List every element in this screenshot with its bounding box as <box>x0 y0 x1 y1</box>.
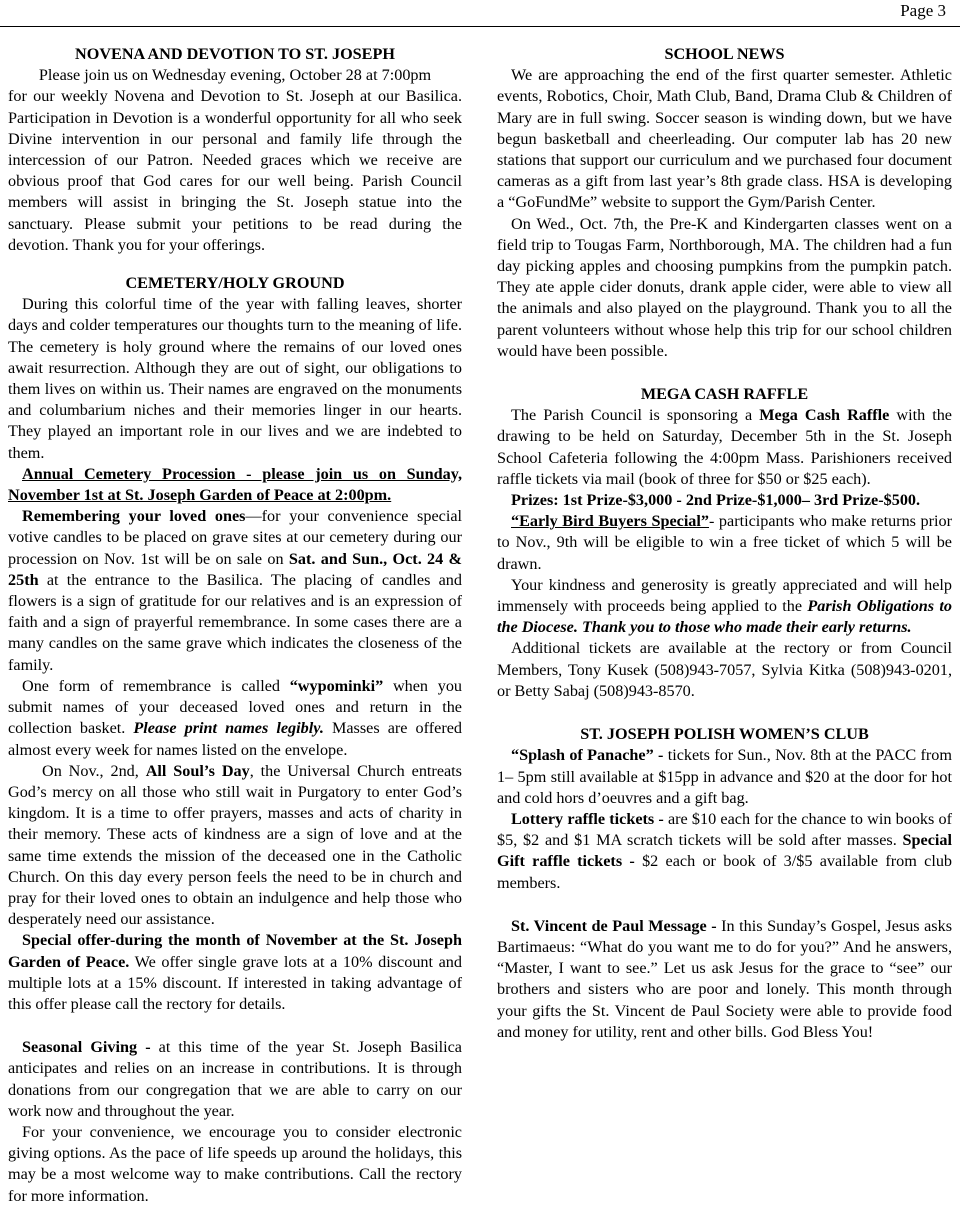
raffle-title: MEGA CASH RAFFLE <box>640 385 809 404</box>
womens-club-section <box>497 724 952 894</box>
st-vincent-paragraph: St. Vincent de Paul Message - In this Sunday’s Gospel, Jesus asks Bartimaeus: “What do you want me to do for you?” And he answers, “Master, I want to see.” Let us ask Jesus for the grace to “see” our brothers and sisters who are poor and lonely. This month through your gifts the St. Vincent de Paul Society were able to provide food and money for utility, rent and other bills. God Bless You! <box>497 916 952 1041</box>
st-vincent-heading: St. Vincent de Paul Message - <box>511 916 717 935</box>
cemetery-section <box>8 273 462 1015</box>
raffle-section <box>497 384 952 702</box>
novena-section <box>8 44 462 256</box>
raffle-intro: The Parish Council is sponsoring a Mega Cash Raffle with the drawing to be held on Saturday, December 5th in the St. Joseph School Cafeteria following the 4:00pm Mass. Parishioners received raffle tickets via mail (book of three for $50 or $25 each). <box>497 406 952 488</box>
seasonal-giving-section <box>8 1037 462 1207</box>
school-news-body: We are approaching the end of the first quarter semester. Athletic events, Robotics, Choir, Math Club, Band, Drama Club & Children of Mary are in full swing. Soccer season is winding down, but we have begun basketball and cheerleading. Our computer lab has 20 new stations that support our curriculum and we purchased four document cameras as a gift from last year’s 8th grade class. HSA is developing a “GoFundMe” website to support the Gym/Parish Center. <box>497 66 952 212</box>
cemetery-intro: During this colorful time of the year with falling leaves, shorter days and colder temperatures our thoughts turn to the meaning of life. The cemetery is holy ground where the remains of our loved ones await resurrection. Although they are out of sight, our obligations to them lives on within us. Their names are engraved on the monuments and columbarium niches and their memories linger in our hearts. They played an important role in our lives and we are indebted to them. <box>8 295 462 462</box>
remembering-paragraph: Remembering your loved ones—for your convenience special votive candles to be placed on grave sites at our cemetery during our procession on Nov. 1st will be on sale on Sat. and Sun., Oct. 24 & 25th at the entrance to the Basilica. The placing of candles and flowers is a sign of gratitude for our relatives and is an expression of faith and a sign of prayerful remembrance. In some cases there are a many candles on the same grave which indicates the closeness of the family. <box>8 507 463 674</box>
page-number: Page 3 <box>900 1 946 20</box>
remembering-heading: Remembering your loved ones <box>22 507 246 526</box>
special-offer-heading: Special offer-during the month of November at the St. Joseph Garden of Peace. <box>8 931 462 971</box>
spacer <box>497 702 952 724</box>
left-column <box>8 44 462 1207</box>
right-column <box>497 44 952 1043</box>
school-news-title: SCHOOL NEWS <box>664 45 785 63</box>
all-souls-day: All Soul’s Day <box>145 761 250 780</box>
cemetery-title: CEMETERY/HOLY GROUND <box>125 274 345 293</box>
seasonal-giving-paragraph: Seasonal Giving - at this time of the year St. Joseph Basilica anticipates and relies on an increase in contributions. It is through donations from our congregation that we are able to carry on our work now and throughout the year. <box>8 1038 462 1120</box>
splash-paragraph: “Splash of Panache” - tickets for Sun., Nov. 8th at the PACC from 1– 5pm still available at $15pp in advance and $20 at the door for hot and cold hors d’oeuvres and a gift bag. <box>497 746 952 807</box>
all-souls-paragraph: On Nov., 2nd, All Soul’s Day, the Universal Church entreats God’s mercy on all those who still wait in Purgatory to enter God’s kingdom. It is a time to offer prayers, masses and acts of charity in their memory. These acts of kindness are a sign of love and at the same time extends the mission of the deceased one in the Catholic Church. On this day every person feels the need to be in church and pray for their loved ones to obtain an indulgence and help those who desperately need our assistance. <box>8 761 462 929</box>
spacer <box>497 362 952 384</box>
novena-intro: Please join us on Wednesday evening, October 28 at 7:00pm <box>38 66 432 85</box>
spacer <box>8 256 462 273</box>
parish-obligations-note: Parish Obligations to the Diocese. Thank you to those who made their early returns. <box>497 597 952 637</box>
wypominki-paragraph: One form of remembrance is called “wypominki” when you submit names of your deceased loved ones and return in the collection basket. Please print names legibly. Masses are offered almost every week for names listed on the envelope. <box>8 676 463 759</box>
electronic-giving-paragraph: For your convenience, we encourage you to consider electronic giving options. As the pace of life speeds up around the holidays, this may be a most welcome way to make contributions. Call the rectory for more information. <box>8 1122 462 1205</box>
lottery-paragraph: Lottery raffle tickets - are $10 each for the chance to win books of $5, $2 and $1 MA scratch tickets will be sold after masses. Special Gift raffle tickets - $2 each or book of 3/$5 available from club members. <box>497 809 953 892</box>
additional-tickets-paragraph: Additional tickets are available at the rectory or from Council Members, Tony Kusek (508)943-7057, Sylvia Kitka (508)943-0201, or Betty Sabaj (508)943-8570. <box>497 639 952 700</box>
mega-cash-raffle: Mega Cash Raffle <box>759 406 890 425</box>
womens-club-title: ST. JOSEPH POLISH WOMEN’S CLUB <box>580 725 869 744</box>
raffle-prizes: Prizes: 1st Prize-$3,000 - 2nd Prize-$1,000– 3rd Prize-$500. <box>511 491 921 510</box>
candle-sale-dates: Sat. and Sun., Oct. 24 & 25th <box>8 549 463 589</box>
gift-raffle-heading: Special Gift raffle tickets - <box>497 831 952 871</box>
field-trip-paragraph: On Wed., Oct. 7th, the Pre-K and Kindergarten classes went on a field trip to Tougas Farm, Northborough, MA. The children had a fun day picking apples and choosing pumpkins from the pumpkin patch. They ate apple cider donuts, drank apple cider, were able to view all the animals and also played on the playground. Thank you to all the parent volunteers without whose help this trip for our school children would have been possible. <box>497 214 952 360</box>
novena-title: NOVENA AND DEVOTION TO ST. JOSEPH <box>75 45 395 63</box>
early-bird-paragraph: “Early Bird Buyers Special”- participants who make returns prior to Nov., 9th will be eligible to win a free ticket of which 5 will be drawn. <box>497 512 952 573</box>
seasonal-giving-heading: Seasonal Giving - <box>22 1038 151 1057</box>
splash-heading: “Splash of Panache” - <box>511 746 664 765</box>
spacer <box>497 894 952 916</box>
page-header <box>0 0 960 30</box>
procession-announcement: Annual Cemetery Procession - please join us on Sunday, November 1st at St. Joseph Garden of Peace at 2:00pm. <box>8 464 462 505</box>
special-offer-paragraph: Special offer-during the month of November at the St. Joseph Garden of Peace. We offer single grave lots at a 10% discount and multiple lots at a 15% discount. If interested in taking advantage of this offer please call the rectory for details. <box>8 931 462 1013</box>
st-vincent-section <box>497 916 952 1043</box>
early-bird-heading: “Early Bird Buyers Special” <box>511 512 709 531</box>
spacer <box>8 1015 462 1037</box>
header-rule <box>0 26 960 27</box>
kindness-paragraph: Your kindness and generosity is greatly appreciated and will help immensely with proceeds being applied to the Parish Obligations to the Diocese. Thank you to those who made their early returns. <box>497 575 952 637</box>
wypominki-term: “wypominki” <box>289 676 384 695</box>
school-news-section <box>497 44 952 362</box>
print-names-note: Please print names legibly. <box>133 719 324 738</box>
lottery-heading: Lottery raffle tickets - <box>511 809 664 828</box>
novena-body: for our weekly Novena and Devotion to St. Joseph at our Basilica. Participation in Devotion is a wonderful opportunity for all who seek Divine intervention in our personal and family life through the intercession of our Patron. Needed graces which we receive are obvious proof that God cares for our well being. Parish Council members will assist in bringing the St. Joseph statue into the sanctuary. Please submit your petitions to be read during the devotion. Thank you for your offerings. <box>8 87 462 254</box>
